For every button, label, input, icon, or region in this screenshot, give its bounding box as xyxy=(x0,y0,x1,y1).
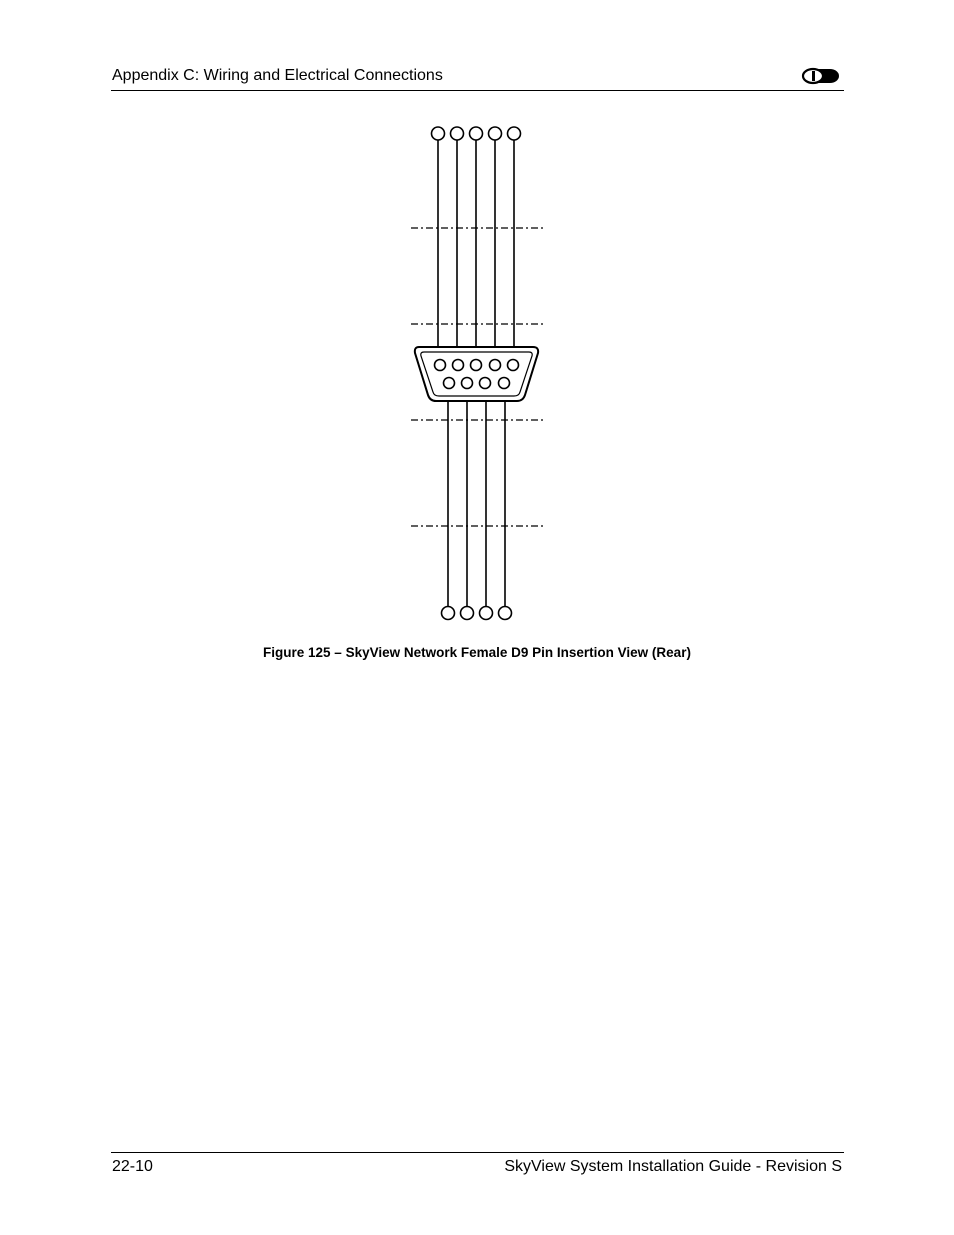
d9-connector-shell xyxy=(415,347,538,401)
dynon-logo-icon xyxy=(800,66,844,86)
page-number: 22-10 xyxy=(112,1158,153,1175)
page-header xyxy=(111,64,844,91)
header-title: Appendix C: Wiring and Electrical Connections xyxy=(112,67,443,84)
bottom-wires xyxy=(448,400,505,607)
document-title: SkyView System Installation Guide - Revision S xyxy=(504,1158,842,1175)
page-footer xyxy=(111,1152,844,1183)
top-wires xyxy=(438,140,514,346)
d9-connector-diagram xyxy=(400,118,560,628)
top-wire-end-circles xyxy=(432,127,521,140)
bottom-wire-end-circles xyxy=(442,607,512,620)
figure-caption: Figure 125 – SkyView Network Female D9 Pin Insertion View (Rear) xyxy=(263,645,691,660)
